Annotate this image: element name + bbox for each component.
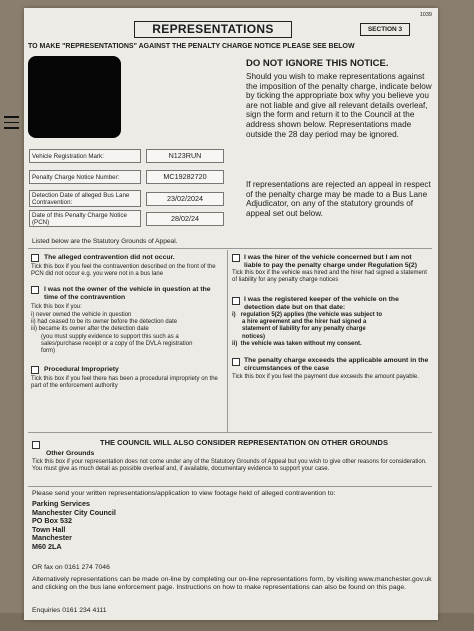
ground-procedural-title: Procedural Impropriety xyxy=(44,366,119,373)
ground-keeper-checkbox[interactable] xyxy=(232,297,240,305)
menu-icon[interactable] xyxy=(4,116,19,133)
send-instructions: Please send your written representations/application to view footage held of alleged contravention to: xyxy=(32,490,336,497)
list-item: i) never owned the vehicle in question xyxy=(31,312,132,318)
online-instructions: Alternatively representations can be made on-line by completing our on-line representations form, by visiting www.manchester.gov.uk and clicking on the bus lane enforcement page. Instructions on how to make representations can also be found on this page. xyxy=(32,576,432,591)
appeal-notice: If representations are rejected an appeal in respect of the penalty charge may be made to a Bus Lane Adjudicator, on any of the statutory grounds of appeal set out below. xyxy=(246,180,431,218)
redacted-address-block xyxy=(28,56,121,138)
ground-keeper-title: I was the registered keeper of the vehicle on the detection date but on that date: xyxy=(244,296,399,311)
address-line: PO Box 532 xyxy=(32,516,72,526)
list-item: form) xyxy=(31,348,55,355)
ground-not-owner-title: I was not the owner of the vehicle in question at the time of the contravention xyxy=(44,286,211,301)
return-address xyxy=(32,500,116,552)
address-line: M60 2LA xyxy=(32,541,62,551)
column-divider xyxy=(227,250,228,432)
enquiries-number: Enquiries 0161 234 4111 xyxy=(32,607,107,614)
ground-did-not-occur-title: The alleged contravention did not occur. xyxy=(44,254,175,261)
other-grounds-title: Other Grounds xyxy=(46,450,95,457)
list-item: ii) had ceased to be its owner before the detection date xyxy=(31,319,178,326)
ground-not-owner-list xyxy=(31,312,225,355)
list-item: (you must supply evidence to support this such as a xyxy=(31,333,179,340)
ground-hirer-checkbox[interactable] xyxy=(232,254,240,262)
address-line: Town Hall xyxy=(32,524,66,534)
detection-date-value: 23/02/2024 xyxy=(146,192,224,206)
ground-not-owner-intro: Tick this box if you: xyxy=(31,304,82,310)
list-item: a hire agreement and the hirer had signed a xyxy=(232,319,367,326)
list-item: ii) the vehicle was taken without my consent. xyxy=(232,340,362,347)
notice-body: Should you wish to make representations against the imposition of the penalty charge, indicate below by ticking the appropriate box why you believe you are not liable and give all relevant details overleaf, sign the form and return it to the Council at the address shown below. Representations made outside the 28 day period may be ignored. xyxy=(246,72,432,139)
other-grounds-checkbox[interactable] xyxy=(32,441,40,449)
ground-procedural-text: Tick this box if you feel there has been a procedural impropriety on the part of the enforcement authority xyxy=(31,376,218,390)
list-item: statement of liability for any penalty charge xyxy=(232,326,366,333)
ground-procedural-checkbox[interactable] xyxy=(31,366,39,374)
penalty-notice-page xyxy=(24,8,438,620)
vrm-label: Vehicle Registration Mark: xyxy=(29,149,141,163)
ground-hirer-text: Tick this box if the vehicle was hired and the hirer had signed a statement of liability for any penalty charge notices xyxy=(232,270,427,284)
council-heading: THE COUNCIL WILL ALSO CONSIDER REPRESENTATION ON OTHER GROUNDS xyxy=(100,438,388,447)
list-item: iii) became its owner after the detection date xyxy=(31,326,149,333)
page-title: REPRESENTATIONS xyxy=(134,21,292,38)
ground-hirer-title: I was the hirer of the vehicle concerned but I am not liable to pay the penalty charge under Regulation 5(2) xyxy=(244,254,417,269)
vrm-value: N123RUN xyxy=(146,149,224,163)
pcn-date-label: Date of this Penalty Charge Notice (PCN) xyxy=(29,210,141,227)
other-grounds-text: Tick this box if your representation does not come under any of the Statutory Grounds of Appeal but you wish to give other reasons for consideration. You must give as much detail as possible overleaf and, if available, documentary evidence to support your case. xyxy=(32,459,427,473)
pcn-number-value: MC19282720 xyxy=(146,170,224,184)
grounds-intro: Listed below are the Statutory Grounds of Appeal. xyxy=(32,238,178,245)
page-subtitle: TO MAKE "REPRESENTATIONS" AGAINST THE PENALTY CHARGE NOTICE PLEASE SEE BELOW xyxy=(28,43,355,50)
divider xyxy=(28,248,432,249)
ground-did-not-occur-text: Tick this box if you feel the contravention described on the front of the PCN did not occur e.g. you were not in a bus lane xyxy=(31,264,216,278)
ground-not-owner-checkbox[interactable] xyxy=(31,286,39,294)
divider xyxy=(28,486,432,487)
ground-did-not-occur-checkbox[interactable] xyxy=(31,254,39,262)
notice-heading: DO NOT IGNORE THIS NOTICE. xyxy=(246,58,389,69)
ground-exceeds-checkbox[interactable] xyxy=(232,358,240,366)
document-number: 1039 xyxy=(419,12,432,18)
list-item: i) regulation 5(2) applies (the vehicle was subject to xyxy=(232,312,383,318)
divider xyxy=(28,432,432,433)
address-line: Manchester xyxy=(32,533,72,543)
ground-exceeds-text: Tick this box if you feel the payment due exceeds the amount payable. xyxy=(232,374,419,380)
section-label: SECTION 3 xyxy=(360,23,410,36)
pcn-date-value: 28/02/24 xyxy=(146,212,224,226)
detection-date-label: Detection Date of alleged Bus Lane Contravention: xyxy=(29,190,141,207)
fax-number: OR fax on 0161 274 7046 xyxy=(32,564,110,571)
ground-exceeds-title: The penalty charge exceeds the applicable amount in the circumstances of the case xyxy=(244,357,429,372)
address-line: Parking Services xyxy=(32,499,90,508)
ground-keeper-list xyxy=(232,312,430,348)
address-line: Manchester City Council xyxy=(32,507,116,517)
list-item: notices) xyxy=(232,333,266,340)
list-item: sales/purchase receipt or a copy of the DVLA registration xyxy=(31,340,193,347)
pcn-number-label: Penalty Charge Notice Number: xyxy=(29,170,141,184)
